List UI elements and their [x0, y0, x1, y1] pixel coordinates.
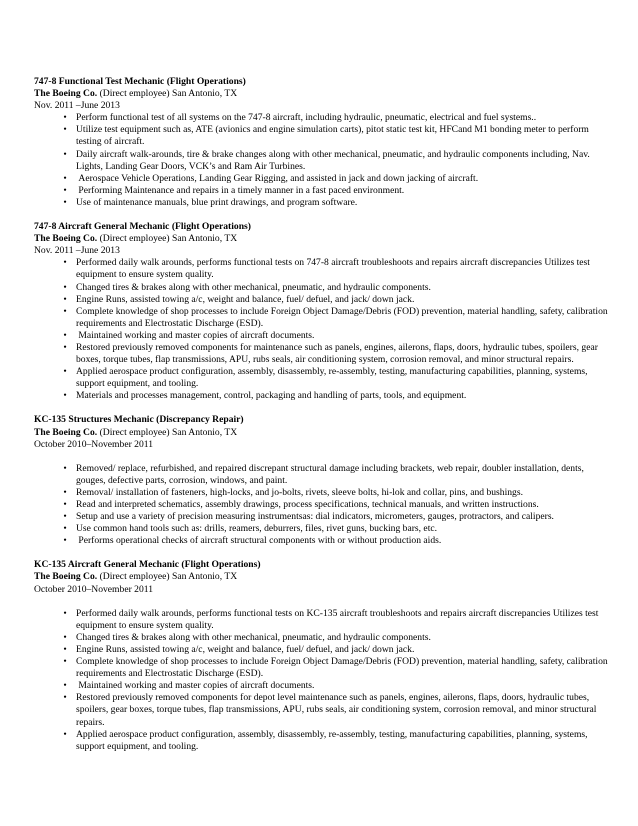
bullet-icon: • — [63, 329, 67, 341]
job-title: KC-135 Structures Mechanic (Discrepancy Repair) — [34, 414, 244, 426]
employer-line — [34, 88, 614, 100]
duty-text: Engine Runs, assisted towing a/c, weight and balance, fuel/ defuel, and jack/ down jack. — [76, 643, 415, 655]
duty-text: Daily aircraft walk-arounds, tire & brake changes along with other mechanical, pneumatic, and hydraulic components including, Nav. Lights, Landing Gear Doors, VCK’s and Ram Air Turbines. — [76, 148, 590, 172]
employer-name: The Boeing Co. — [34, 426, 98, 438]
spacer — [34, 596, 614, 608]
bullet-icon: • — [63, 499, 67, 510]
duty-item — [34, 390, 614, 402]
duty-item — [34, 644, 614, 656]
duty-item — [34, 306, 614, 330]
employer-detail: (Direct employee) San Antonio, TX — [97, 233, 238, 245]
duty-item — [34, 185, 614, 197]
duty-item — [34, 729, 614, 753]
duty-item — [34, 463, 614, 487]
bullet-icon: • — [63, 305, 67, 317]
bullet-icon: • — [63, 680, 67, 692]
duty-item — [34, 535, 614, 547]
job-dates: October 2010–November 2011 — [34, 438, 154, 450]
bullet-icon: • — [63, 148, 67, 160]
job-section — [34, 221, 614, 402]
bullet-icon: • — [63, 728, 67, 740]
duty-text: Removal/ installation of fasteners, high-locks, and jo-bolts, rivets, sleeve bolts, hi-lok and collar, pins, and bushings. — [76, 486, 523, 498]
job-title: 747-8 Functional Test Mechanic (Flight Operations) — [34, 76, 246, 87]
duties-list — [34, 112, 614, 209]
bullet-icon: • — [63, 390, 67, 402]
employer-line — [34, 427, 614, 439]
bullet-icon: • — [63, 692, 67, 704]
duty-text: Performs operational checks of aircraft structural components with or without production aids. — [76, 535, 442, 547]
duty-item — [34, 112, 614, 124]
job-dates: Nov. 2011 –June 2013 — [34, 100, 120, 112]
duty-text: Restored previously removed components for depot level maintenance such as panels, engines, ailerons, flaps, doors, hydraulic tubes, spoilers, gear boxes, torque tubes, flap transmissions, APU, rubs seals, air conditioning system, corrosion removal, and minor structural repairs. — [76, 692, 597, 728]
duty-text: Utilize test equipment such as, ATE (avionics and engine simulation carts), pitot static test kit, HFCand M1 bonding meter to perform testing of aircraft. — [76, 124, 589, 148]
employer-line — [34, 233, 614, 245]
bullet-icon: • — [63, 366, 67, 378]
employer-detail: (Direct employee) San Antonio, TX — [97, 88, 238, 100]
duty-text: Materials and processes management, control, packaging and handling of parts, tools, and equipment. — [76, 390, 467, 402]
duty-item — [34, 282, 614, 294]
bullet-icon: • — [63, 341, 67, 353]
bullet-icon: • — [63, 172, 67, 184]
duty-item — [34, 499, 614, 511]
bullet-icon: • — [63, 257, 67, 269]
duty-item — [34, 149, 614, 173]
bullet-icon: • — [63, 486, 67, 498]
bullet-icon: • — [63, 523, 67, 535]
employer-line — [34, 571, 614, 583]
duty-text: Performing Maintenance and repairs in a timely manner in a fast paced environment. — [76, 184, 405, 196]
bullet-icon: • — [63, 462, 67, 474]
duty-text: Use common hand tools such as: drills, reamers, deburrers, files, rivet guns, bucking bars, etc. — [76, 523, 438, 535]
job-dates: Nov. 2011 –June 2013 — [34, 245, 120, 257]
bullet-icon: • — [63, 607, 67, 619]
duty-item — [34, 257, 614, 281]
duty-text: Performed daily walk arounds, performs functional tests on 747-8 aircraft troubleshoots and repairs aircraft discrepancies Utilizes test equipment to ensure system quality. — [76, 257, 590, 281]
duty-text: Setup and use a variety of precision measuring instrumentsas: dial indicators, micrometers, gauges, protractors, and calipers. — [76, 511, 554, 523]
duty-text: Read and interpreted schematics, assembly drawings, process specifications, technical manuals, and written instructions. — [76, 499, 539, 510]
duty-text: Aerospace Vehicle Operations, Landing Gear Rigging, and assisted in jack and down jacking of aircraft. — [76, 172, 479, 184]
bullet-icon: • — [63, 631, 67, 643]
duty-text: Maintained working and master copies of aircraft documents. — [76, 329, 315, 341]
employer-name: The Boeing Co. — [34, 233, 98, 245]
duty-text: Complete knowledge of shop processes to include Foreign Object Damage/Debris (FOD) prevention, material handling, safety, calibration requirements and Electrostatic Discharge (ESD). — [76, 305, 608, 329]
employer-detail: (Direct employee) San Antonio, TX — [97, 426, 238, 438]
duty-item — [34, 511, 614, 523]
job-dates: October 2010–November 2011 — [34, 583, 154, 595]
duty-text: Perform functional test of all systems on the 747-8 aircraft, including hydraulic, pneumatic, electrical and fuel systems.. — [76, 112, 537, 124]
bullet-icon: • — [63, 643, 67, 655]
job-title: 747-8 Aircraft General Mechanic (Flight Operations) — [34, 221, 251, 233]
spacer — [34, 451, 614, 463]
duty-item — [34, 608, 614, 632]
employer-name: The Boeing Co. — [34, 571, 98, 583]
employer-name: The Boeing Co. — [34, 88, 98, 100]
bullet-icon: • — [63, 281, 67, 293]
duty-text: Complete knowledge of shop processes to include Foreign Object Damage/Debris (FOD) prevention, material handling, safety, calibration requirements and Electrostatic Discharge (ESD). — [76, 656, 608, 680]
duty-text: Restored previously removed components for maintenance such as panels, engines, ailerons, flaps, doors, hydraulic tubes, spoilers, gear boxes, torque tubes, flap transmissions, APU, rubs seals, air conditioning system, corrosion removal, and minor structural repairs. — [76, 341, 598, 366]
job-section — [34, 559, 614, 752]
duty-item — [34, 197, 614, 209]
duty-text: Removed/ replace, refurbished, and repaired discrepant structural damage including brackets, web repair, doubler installation, dents, gouges, defective parts, corrosion, windows, and paint. — [76, 462, 584, 486]
resume-page — [34, 76, 614, 753]
duty-item — [34, 487, 614, 499]
duty-item — [34, 124, 614, 148]
job-section — [34, 76, 614, 209]
bullet-icon: • — [63, 535, 67, 547]
duty-item — [34, 656, 614, 680]
job-section — [34, 414, 614, 547]
bullet-icon: • — [63, 293, 67, 305]
duty-item — [34, 692, 614, 728]
duty-text: Maintained working and master copies of aircraft documents. — [76, 680, 315, 692]
duty-text: Changed tires & brakes along with other mechanical, pneumatic, and hydraulic components. — [76, 631, 431, 643]
bullet-icon: • — [63, 511, 67, 523]
duty-text: Applied aerospace product configuration, assembly, disassembly, re-assembly, testing, manufacturing capabilities, planning, systems, support equipment, and tooling. — [76, 366, 588, 390]
duties-list — [34, 257, 614, 402]
bullet-icon: • — [63, 184, 67, 196]
bullet-icon: • — [63, 124, 67, 136]
duty-text: Performed daily walk arounds, performs functional tests on KC-135 aircraft troubleshoots and repairs aircraft discrepancies Utilizes test equipment to ensure system quality. — [76, 607, 599, 631]
duty-text: Changed tires & brakes along with other mechanical, pneumatic, and hydraulic components. — [76, 281, 431, 293]
duty-item — [34, 173, 614, 185]
duty-text: Engine Runs, assisted towing a/c, weight and balance, fuel/ defuel, and jack/ down jack. — [76, 293, 415, 305]
job-title: KC-135 Aircraft General Mechanic (Flight Operations) — [34, 559, 261, 571]
duty-item — [34, 632, 614, 644]
duties-list — [34, 608, 614, 753]
duty-item — [34, 680, 614, 692]
duties-list — [34, 463, 614, 548]
duty-item — [34, 294, 614, 306]
duty-text: Applied aerospace product configuration, assembly, disassembly, re-assembly, testing, manufacturing capabilities, planning, systems, support equipment, and tooling. — [76, 728, 588, 752]
duty-item — [34, 523, 614, 535]
bullet-icon: • — [63, 656, 67, 668]
bullet-icon: • — [63, 196, 67, 208]
employer-detail: (Direct employee) San Antonio, TX — [97, 571, 238, 583]
duty-text: Use of maintenance manuals, blue print drawings, and program software. — [76, 196, 358, 208]
duty-item — [34, 342, 614, 366]
bullet-icon: • — [63, 112, 67, 124]
duty-item — [34, 366, 614, 390]
duty-item — [34, 330, 614, 342]
